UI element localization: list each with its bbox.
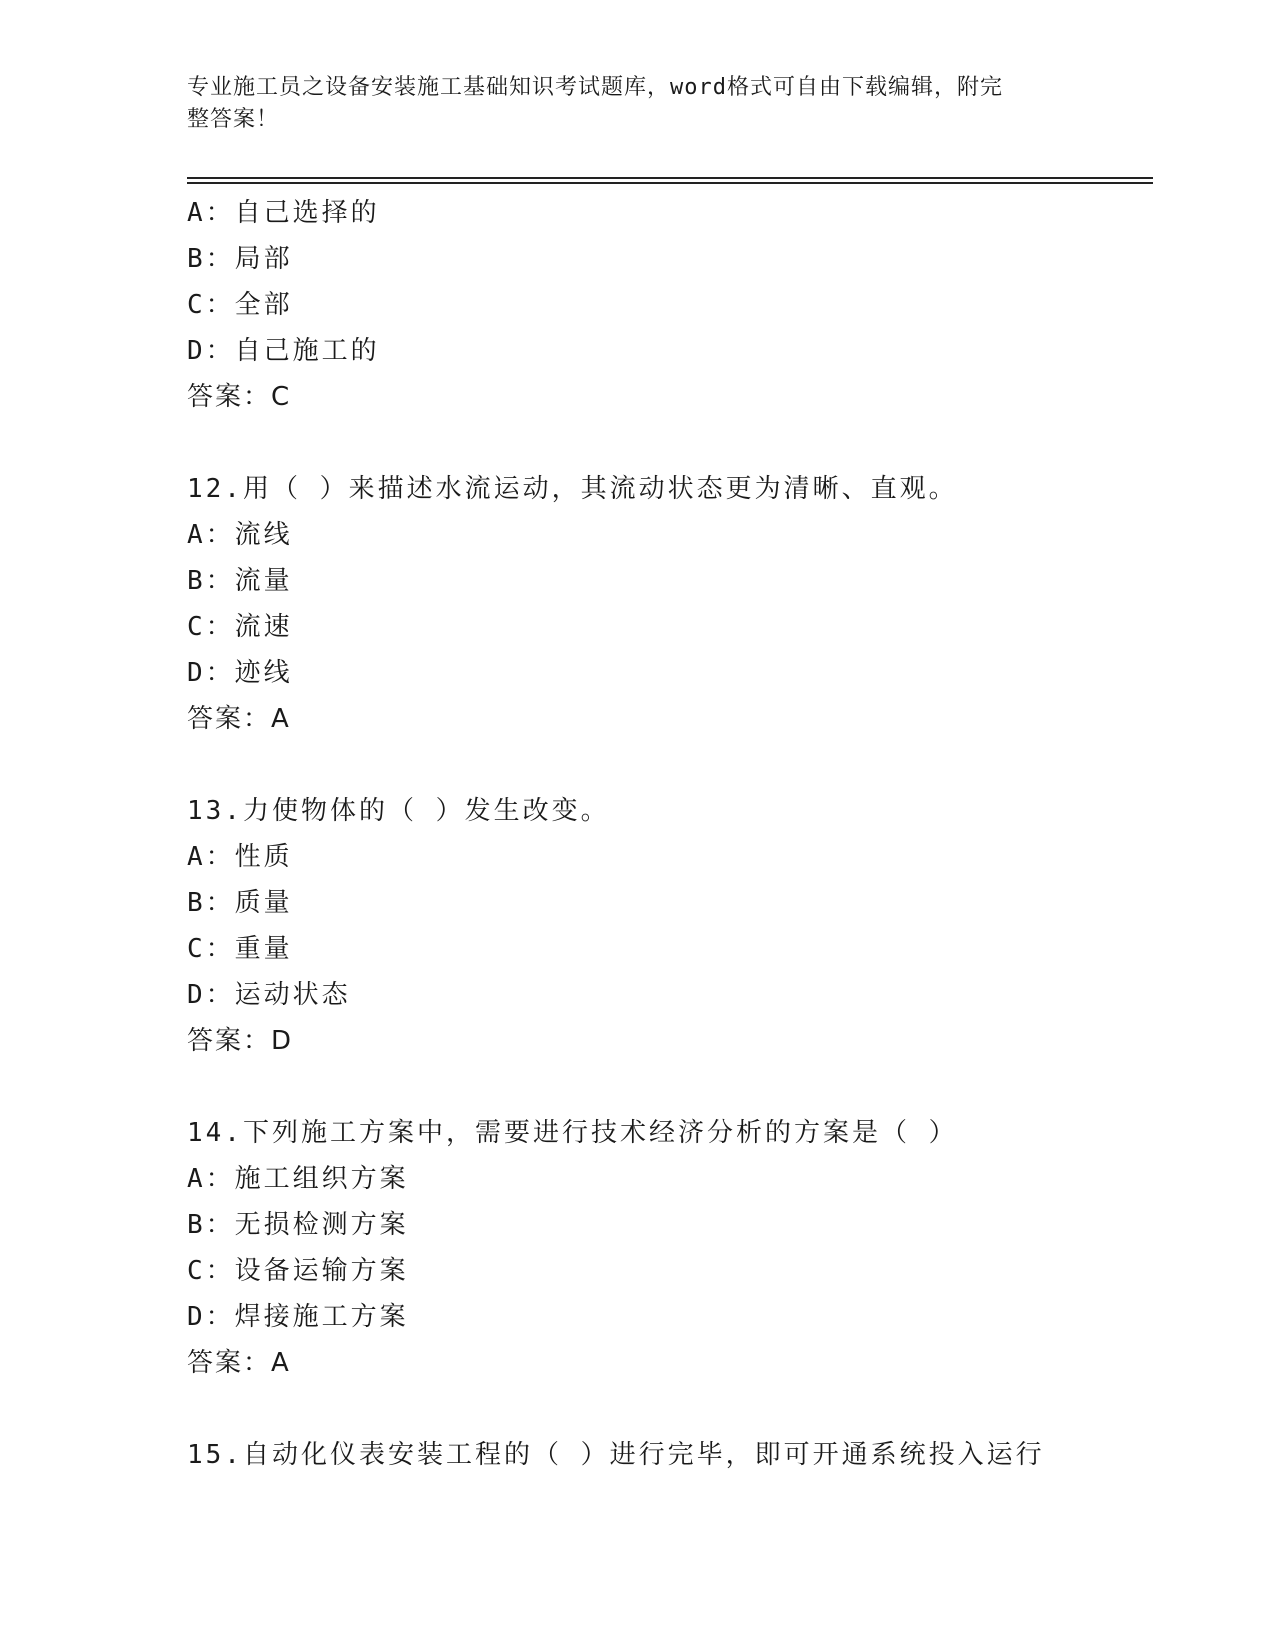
answer: 答案：D	[187, 1026, 294, 1056]
header-line-1: 专业施工员之设备安装施工基础知识考试题库，word格式可自由下载编辑，附完	[187, 75, 1003, 100]
option-a: A：流线	[187, 520, 293, 550]
option-c: C：流速	[187, 612, 293, 642]
header-divider-bottom	[187, 182, 1153, 184]
option-c: C：设备运输方案	[187, 1256, 409, 1286]
question-13	[187, 788, 1153, 1064]
question-stem: 14.下列施工方案中，需要进行技术经济分析的方案是（ ）	[187, 1118, 958, 1148]
question-stem: 12.用（ ）来描述水流运动，其流动状态更为清晰、直观。	[187, 474, 958, 504]
option-c: C：重量	[187, 934, 293, 964]
question-11-continued	[187, 190, 1153, 420]
question-stem: 15.自动化仪表安装工程的（ ）进行完毕，即可开通系统投入运行	[187, 1440, 1045, 1470]
option-d: D：运动状态	[187, 980, 351, 1010]
option-d: D：迹线	[187, 658, 293, 688]
option-b: B：无损检测方案	[187, 1210, 409, 1240]
question-stem: 13.力使物体的（ ）发生改变。	[187, 796, 610, 826]
document-header	[187, 72, 1067, 136]
question-list	[187, 190, 1153, 1478]
option-d: D：自己施工的	[187, 336, 380, 366]
question-12	[187, 466, 1153, 742]
option-b: B：质量	[187, 888, 293, 918]
question-14	[187, 1110, 1153, 1386]
answer: 答案：A	[187, 704, 291, 734]
option-a: A：自己选择的	[187, 198, 380, 228]
option-a: A：性质	[187, 842, 293, 872]
option-b: B：局部	[187, 244, 293, 274]
answer: 答案：A	[187, 1348, 291, 1378]
option-b: B：流量	[187, 566, 293, 596]
option-a: A：施工组织方案	[187, 1164, 409, 1194]
option-c: C：全部	[187, 290, 293, 320]
header-line-2: 整答案！	[187, 107, 280, 132]
option-d: D：焊接施工方案	[187, 1302, 409, 1332]
header-divider-top	[187, 177, 1153, 179]
answer: 答案：C	[187, 382, 292, 412]
question-15	[187, 1432, 1153, 1478]
